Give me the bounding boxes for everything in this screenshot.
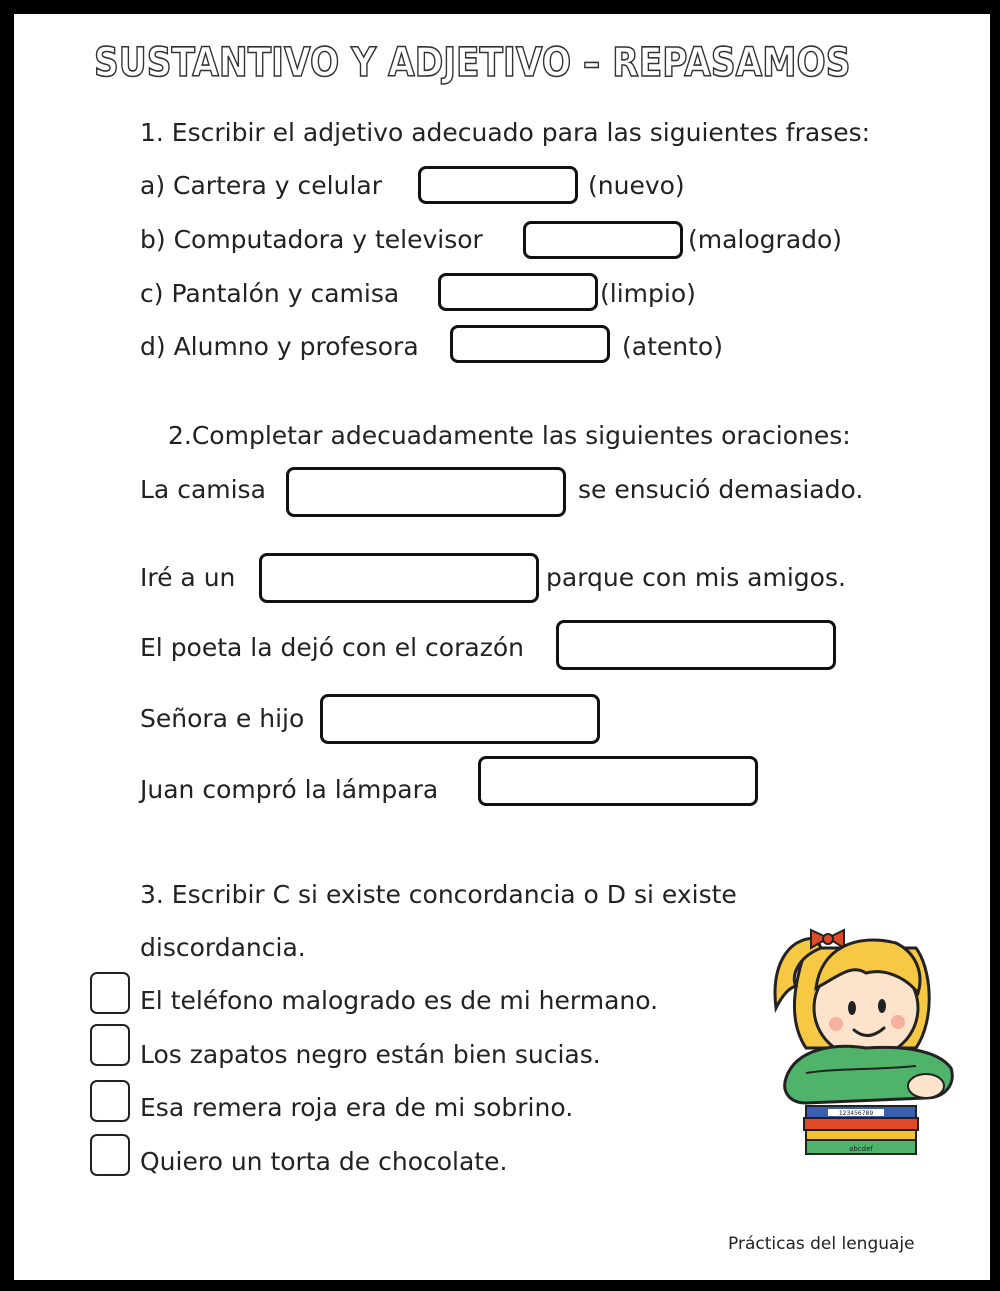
answer-input-a[interactable] — [418, 166, 578, 204]
section2-heading: 2.Completar adecuadamente las siguientes oraciones: — [168, 421, 851, 450]
sentence-1-before: La camisa — [140, 475, 266, 504]
answer-input-c[interactable] — [438, 273, 598, 311]
book-label-letters: abcdef — [849, 1145, 873, 1153]
sentence-1-input[interactable] — [286, 467, 566, 517]
sentence-5-input[interactable] — [478, 756, 758, 806]
footer-text: Prácticas del lenguaje — [728, 1234, 915, 1254]
girl-with-books-icon — [766, 908, 958, 1162]
sentence-1-after: se ensució demasiado. — [578, 475, 864, 504]
sentence-2-before: Iré a un — [140, 563, 236, 592]
section1-item-c-text: c) Pantalón y camisa — [140, 279, 400, 308]
section3-item-2: Los zapatos negro están bien sucias. — [140, 1040, 601, 1069]
sentence-4-before: Señora e hijo — [140, 704, 305, 733]
sentence-2-input[interactable] — [259, 553, 539, 603]
answer-input-b[interactable] — [523, 221, 683, 259]
section1-item-b-text: b) Computadora y televisor — [140, 225, 483, 254]
sentence-5-before: Juan compró la lámpara — [140, 775, 439, 804]
section1-item-d-text: d) Alumno y profesora — [140, 332, 419, 361]
section1-heading: 1. Escribir el adjetivo adecuado para las siguientes frases: — [140, 118, 871, 147]
section3-item-1: El teléfono malogrado es de mi hermano. — [140, 986, 659, 1015]
section3-heading-line1: 3. Escribir C si existe concordancia o D si existe — [140, 880, 737, 909]
answer-checkbox-4[interactable] — [90, 1134, 130, 1176]
answer-input-d[interactable] — [450, 325, 610, 363]
answer-checkbox-2[interactable] — [90, 1024, 130, 1066]
section3-heading-line2: discordancia. — [140, 933, 306, 962]
section1-item-c-hint: (limpio) — [600, 279, 696, 308]
section1-item-a-text: a) Cartera y celular — [140, 171, 383, 200]
section3-item-4: Quiero un torta de chocolate. — [140, 1147, 508, 1176]
book-label-numbers: 123456789 — [838, 1110, 874, 1117]
section1-item-d-hint: (atento) — [622, 332, 723, 361]
answer-checkbox-1[interactable] — [90, 972, 130, 1014]
section1-item-a-hint: (nuevo) — [588, 171, 685, 200]
sentence-3-input[interactable] — [556, 620, 836, 670]
sentence-4-input[interactable] — [320, 694, 600, 744]
page-title: SUSTANTIVO Y ADJETIVO – REPASAMOS — [94, 40, 851, 86]
section1-item-b-hint: (malogrado) — [688, 225, 843, 254]
sentence-2-after: parque con mis amigos. — [546, 563, 846, 592]
section3-item-3: Esa remera roja era de mi sobrino. — [140, 1093, 574, 1122]
answer-checkbox-3[interactable] — [90, 1080, 130, 1122]
sentence-3-before: El poeta la dejó con el corazón — [140, 633, 524, 662]
